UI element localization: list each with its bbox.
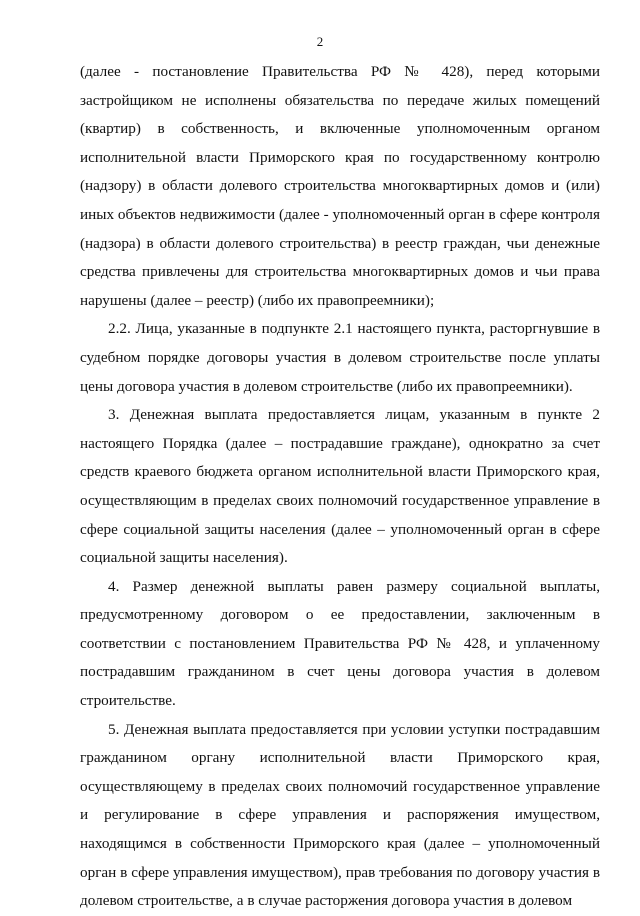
page-number: 2 — [316, 34, 324, 49]
paragraph-5: 5. Денежная выплата предоставляется при условии уступки пострадавшим гражданином органу исполнительной власти Приморского края, осуществляющему в пределах своих полномочий государственное управление и регулирование в сфере управления и распоряжения имуществом, находящимся в собственности Приморского края (далее – уполномоченный орган в сфере управления имуществом), прав требования по договору участия в долевом строительстве, а в случае расторжения договора участия в долевом — [80, 720, 600, 910]
paragraph-3: 3. Денежная выплата предоставляется лицам, указанным в пункте 2 настоящего Порядка (далее – пострадавшие граждане), однократно за счет средств краевого бюджета органом исполнительной власти Приморского края, осуществляющим в пределах своих полномочий государственное управление в сфере социальной защиты населения (далее – уполномоченный орган в сфере социальной защиты населения). — [80, 406, 600, 567]
paragraph-2-2: 2.2. Лица, указанные в подпункте 2.1 настоящего пункта, расторгнувшие в судебном порядке договоры участия в долевом строительстве после уплаты цены договора участия в долевом строительстве (либо их правопреемники). — [80, 320, 600, 395]
paragraph-continuation: (далее - постановление Правительства РФ № 428), перед которыми застройщиком не исполнены обязательства по передаче жилых помещений (квартир) в собственность, и включенные уполномоченным органом исполнительной власти Приморского края по государственному контролю (надзору) в области долевого строительства многоквартирных домов и (или) иных объектов недвижимости (далее - уполномоченный орган в сфере контроля (надзора) в области долевого строительства) в реестр граждан, чьи денежные средства привлечены для строительства многоквартирных домов и чьи права нарушены (далее – реестр) (либо их правопреемники); — [80, 63, 600, 309]
document-body — [80, 58, 600, 916]
paragraph-4: 4. Размер денежной выплаты равен размеру социальной выплаты, предусмотренному договором о ее предоставлении, заключенным в соответствии с постановлением Правительства РФ № 428, и уплаченному пострадавшим гражданином в счет цены договора участия в долевом строительстве. — [80, 577, 600, 710]
